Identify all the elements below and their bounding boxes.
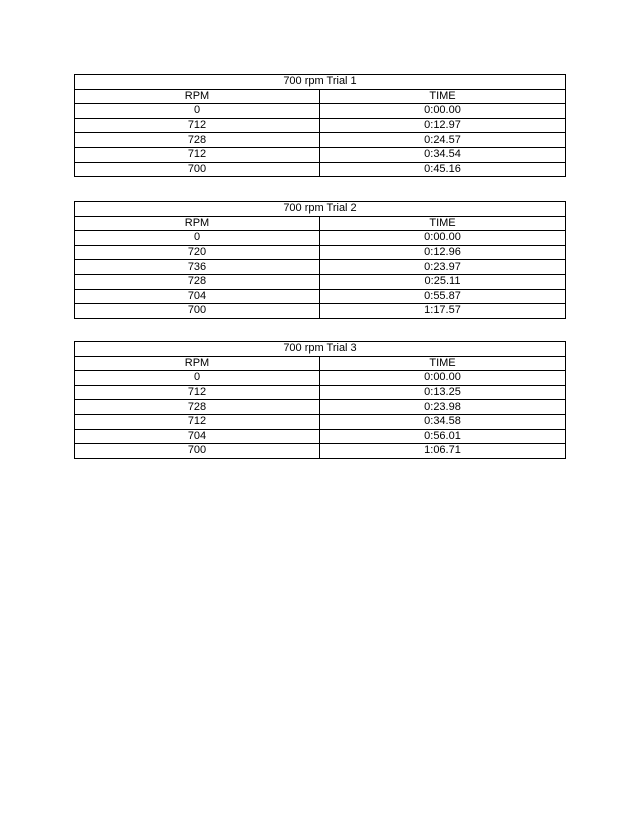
table-header-row bbox=[75, 216, 566, 231]
time-cell: 0:00.00 bbox=[320, 371, 566, 386]
table-row bbox=[75, 429, 566, 444]
table-header-row bbox=[75, 356, 566, 371]
time-cell: 0:34.54 bbox=[320, 147, 566, 162]
time-column-header: TIME bbox=[320, 216, 566, 231]
table-row bbox=[75, 400, 566, 415]
rpm-column-header: RPM bbox=[75, 356, 320, 371]
time-cell: 0:13.25 bbox=[320, 385, 566, 400]
table-title: 700 rpm Trial 2 bbox=[75, 202, 566, 217]
time-cell: 0:34.58 bbox=[320, 414, 566, 429]
rpm-cell: 720 bbox=[75, 245, 320, 260]
table-title: 700 rpm Trial 3 bbox=[75, 342, 566, 357]
table-row bbox=[75, 162, 566, 177]
time-cell: 0:12.96 bbox=[320, 245, 566, 260]
rpm-cell: 0 bbox=[75, 231, 320, 246]
trial-3-table bbox=[74, 341, 566, 459]
table-row bbox=[75, 104, 566, 119]
rpm-cell: 700 bbox=[75, 304, 320, 319]
rpm-cell: 728 bbox=[75, 400, 320, 415]
rpm-cell: 0 bbox=[75, 371, 320, 386]
time-cell: 0:45.16 bbox=[320, 162, 566, 177]
rpm-cell: 0 bbox=[75, 104, 320, 119]
table-row bbox=[75, 118, 566, 133]
table-row bbox=[75, 231, 566, 246]
time-cell: 1:06.71 bbox=[320, 444, 566, 459]
table-row bbox=[75, 245, 566, 260]
table-row bbox=[75, 414, 566, 429]
time-cell: 0:12.97 bbox=[320, 118, 566, 133]
time-cell: 0:55.87 bbox=[320, 289, 566, 304]
time-cell: 0:56.01 bbox=[320, 429, 566, 444]
table-row bbox=[75, 274, 566, 289]
time-column-header: TIME bbox=[320, 356, 566, 371]
rpm-column-header: RPM bbox=[75, 89, 320, 104]
rpm-cell: 712 bbox=[75, 118, 320, 133]
time-cell: 1:17.57 bbox=[320, 304, 566, 319]
rpm-column-header: RPM bbox=[75, 216, 320, 231]
rpm-cell: 700 bbox=[75, 444, 320, 459]
table-row bbox=[75, 147, 566, 162]
time-cell: 0:00.00 bbox=[320, 231, 566, 246]
table-row bbox=[75, 371, 566, 386]
table-row bbox=[75, 444, 566, 459]
table-title-row bbox=[75, 202, 566, 217]
table-header-row bbox=[75, 89, 566, 104]
time-cell: 0:25.11 bbox=[320, 274, 566, 289]
time-cell: 0:23.97 bbox=[320, 260, 566, 275]
rpm-cell: 712 bbox=[75, 414, 320, 429]
rpm-cell: 736 bbox=[75, 260, 320, 275]
table-title-row bbox=[75, 75, 566, 90]
rpm-cell: 712 bbox=[75, 385, 320, 400]
rpm-cell: 728 bbox=[75, 274, 320, 289]
table-row bbox=[75, 260, 566, 275]
time-cell: 0:24.57 bbox=[320, 133, 566, 148]
rpm-cell: 728 bbox=[75, 133, 320, 148]
rpm-cell: 712 bbox=[75, 147, 320, 162]
table-title-row bbox=[75, 342, 566, 357]
table-row bbox=[75, 385, 566, 400]
time-cell: 0:00.00 bbox=[320, 104, 566, 119]
time-cell: 0:23.98 bbox=[320, 400, 566, 415]
table-title: 700 rpm Trial 1 bbox=[75, 75, 566, 90]
table-row bbox=[75, 304, 566, 319]
rpm-cell: 700 bbox=[75, 162, 320, 177]
trial-2-table bbox=[74, 201, 566, 319]
table-row bbox=[75, 133, 566, 148]
time-column-header: TIME bbox=[320, 89, 566, 104]
rpm-cell: 704 bbox=[75, 429, 320, 444]
rpm-cell: 704 bbox=[75, 289, 320, 304]
trial-1-table bbox=[74, 74, 566, 177]
table-row bbox=[75, 289, 566, 304]
